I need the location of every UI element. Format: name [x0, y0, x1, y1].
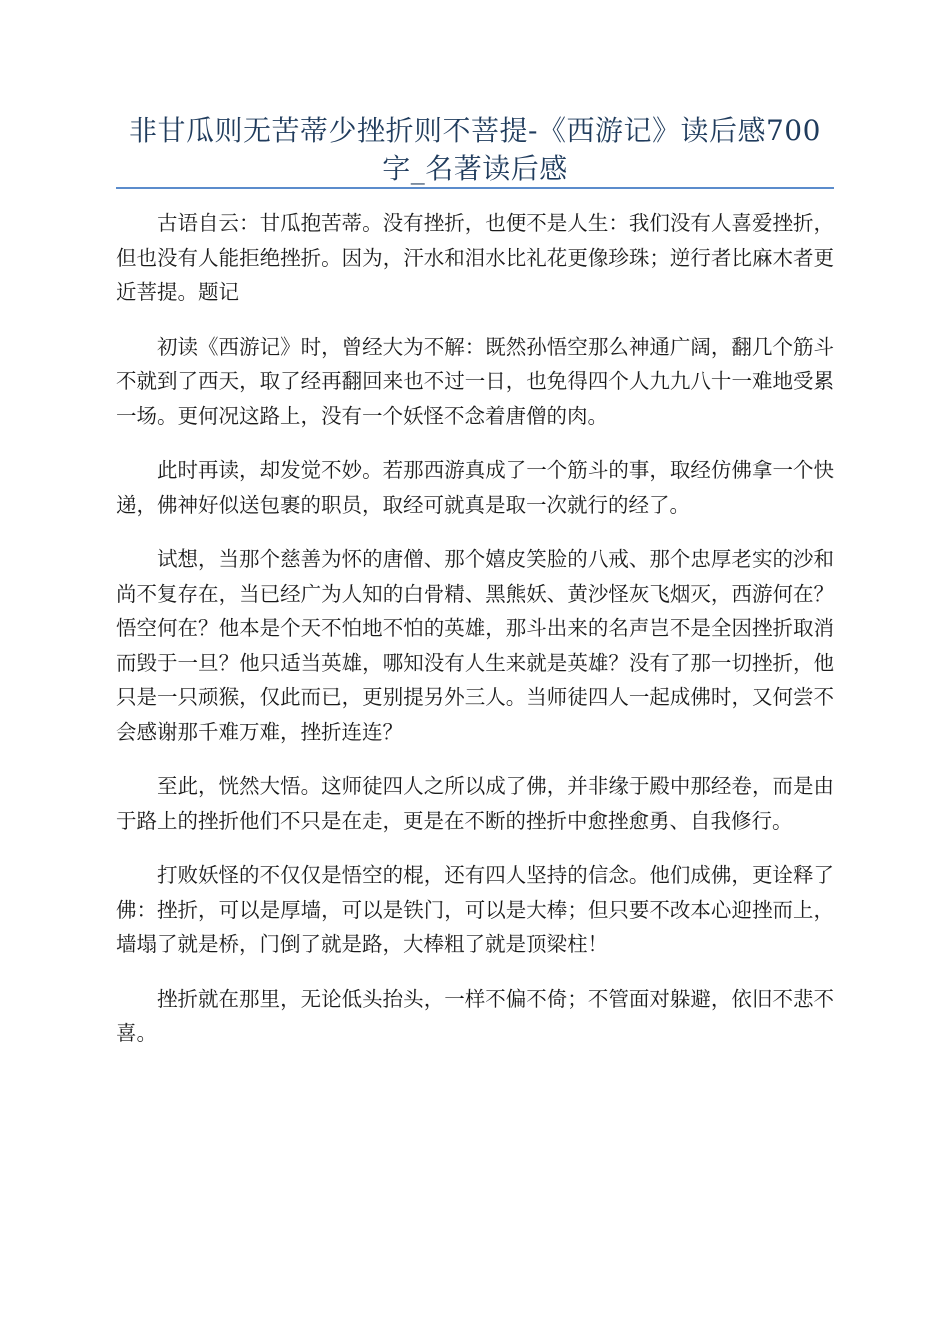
paragraph-7: 挫折就在那里，无论低头抬头，一样不偏不倚；不管面对躲避，依旧不悲不喜。: [116, 986, 834, 1045]
paragraph-2: 初读《西游记》时，曾经大为不解：既然孙悟空那么神通广阔，翻几个筋斗不就到了西天，取了经再翻回来也不过一日，也免得四个人九九八十一难地受累一场。更何况这路上，没有一个妖怪不念着唐僧的肉。: [116, 334, 834, 428]
paragraph-6: 打败妖怪的不仅仅是悟空的棍，还有四人坚持的信念。他们成佛，更诠释了佛：挫折，可以是厚墙，可以是铁门，可以是大棒；但只要不改本心迎挫而上，墙塌了就是桥，门倒了就是路，大棒粗了就是顶梁柱！: [116, 863, 834, 956]
page-title: 非甘瓜则无苦蒂少挫折则不菩提-《西游记》读后感700字_名著读后感: [129, 114, 821, 185]
title-divider: [116, 187, 834, 189]
paragraph-1: 古语自云：甘瓜抱苦蒂。没有挫折，也便不是人生：我们没有人喜爱挫折，但也没有人能拒绝挫折。因为，汗水和泪水比礼花更像珍珠；逆行者比麻木者更近菩提。题记: [116, 211, 834, 304]
title-block: [116, 112, 834, 188]
paragraph-3: 此时再读，却发觉不妙。若那西游真成了一个筋斗的事，取经仿佛拿一个快递，佛神好似送包裹的职员，取经可就真是取一次就行的经了。: [116, 458, 834, 517]
paragraph-5: 至此，恍然大悟。这师徒四人之所以成了佛，并非缘于殿中那经卷，而是由于路上的挫折他们不只是在走，更是在不断的挫折中愈挫愈勇、自我修行。: [116, 774, 834, 833]
article-body: [116, 206, 834, 1071]
paragraph-4: 试想，当那个慈善为怀的唐僧、那个嬉皮笑脸的八戒、那个忠厚老实的沙和尚不复存在，当已经广为人知的白骨精、黑熊妖、黄沙怪灰飞烟灭，西游何在？悟空何在？他本是个天不怕地不怕的英雄，那斗出来的名声岂不是全因挫折取消而毁于一旦？他只适当英雄，哪知没有人生来就是英雄？没有了那一切挫折，他只是一只顽猴，仅此而已，更别提另外三人。当师徒四人一起成佛时，又何尝不会感谢那千难万难，挫折连连？: [116, 547, 834, 744]
